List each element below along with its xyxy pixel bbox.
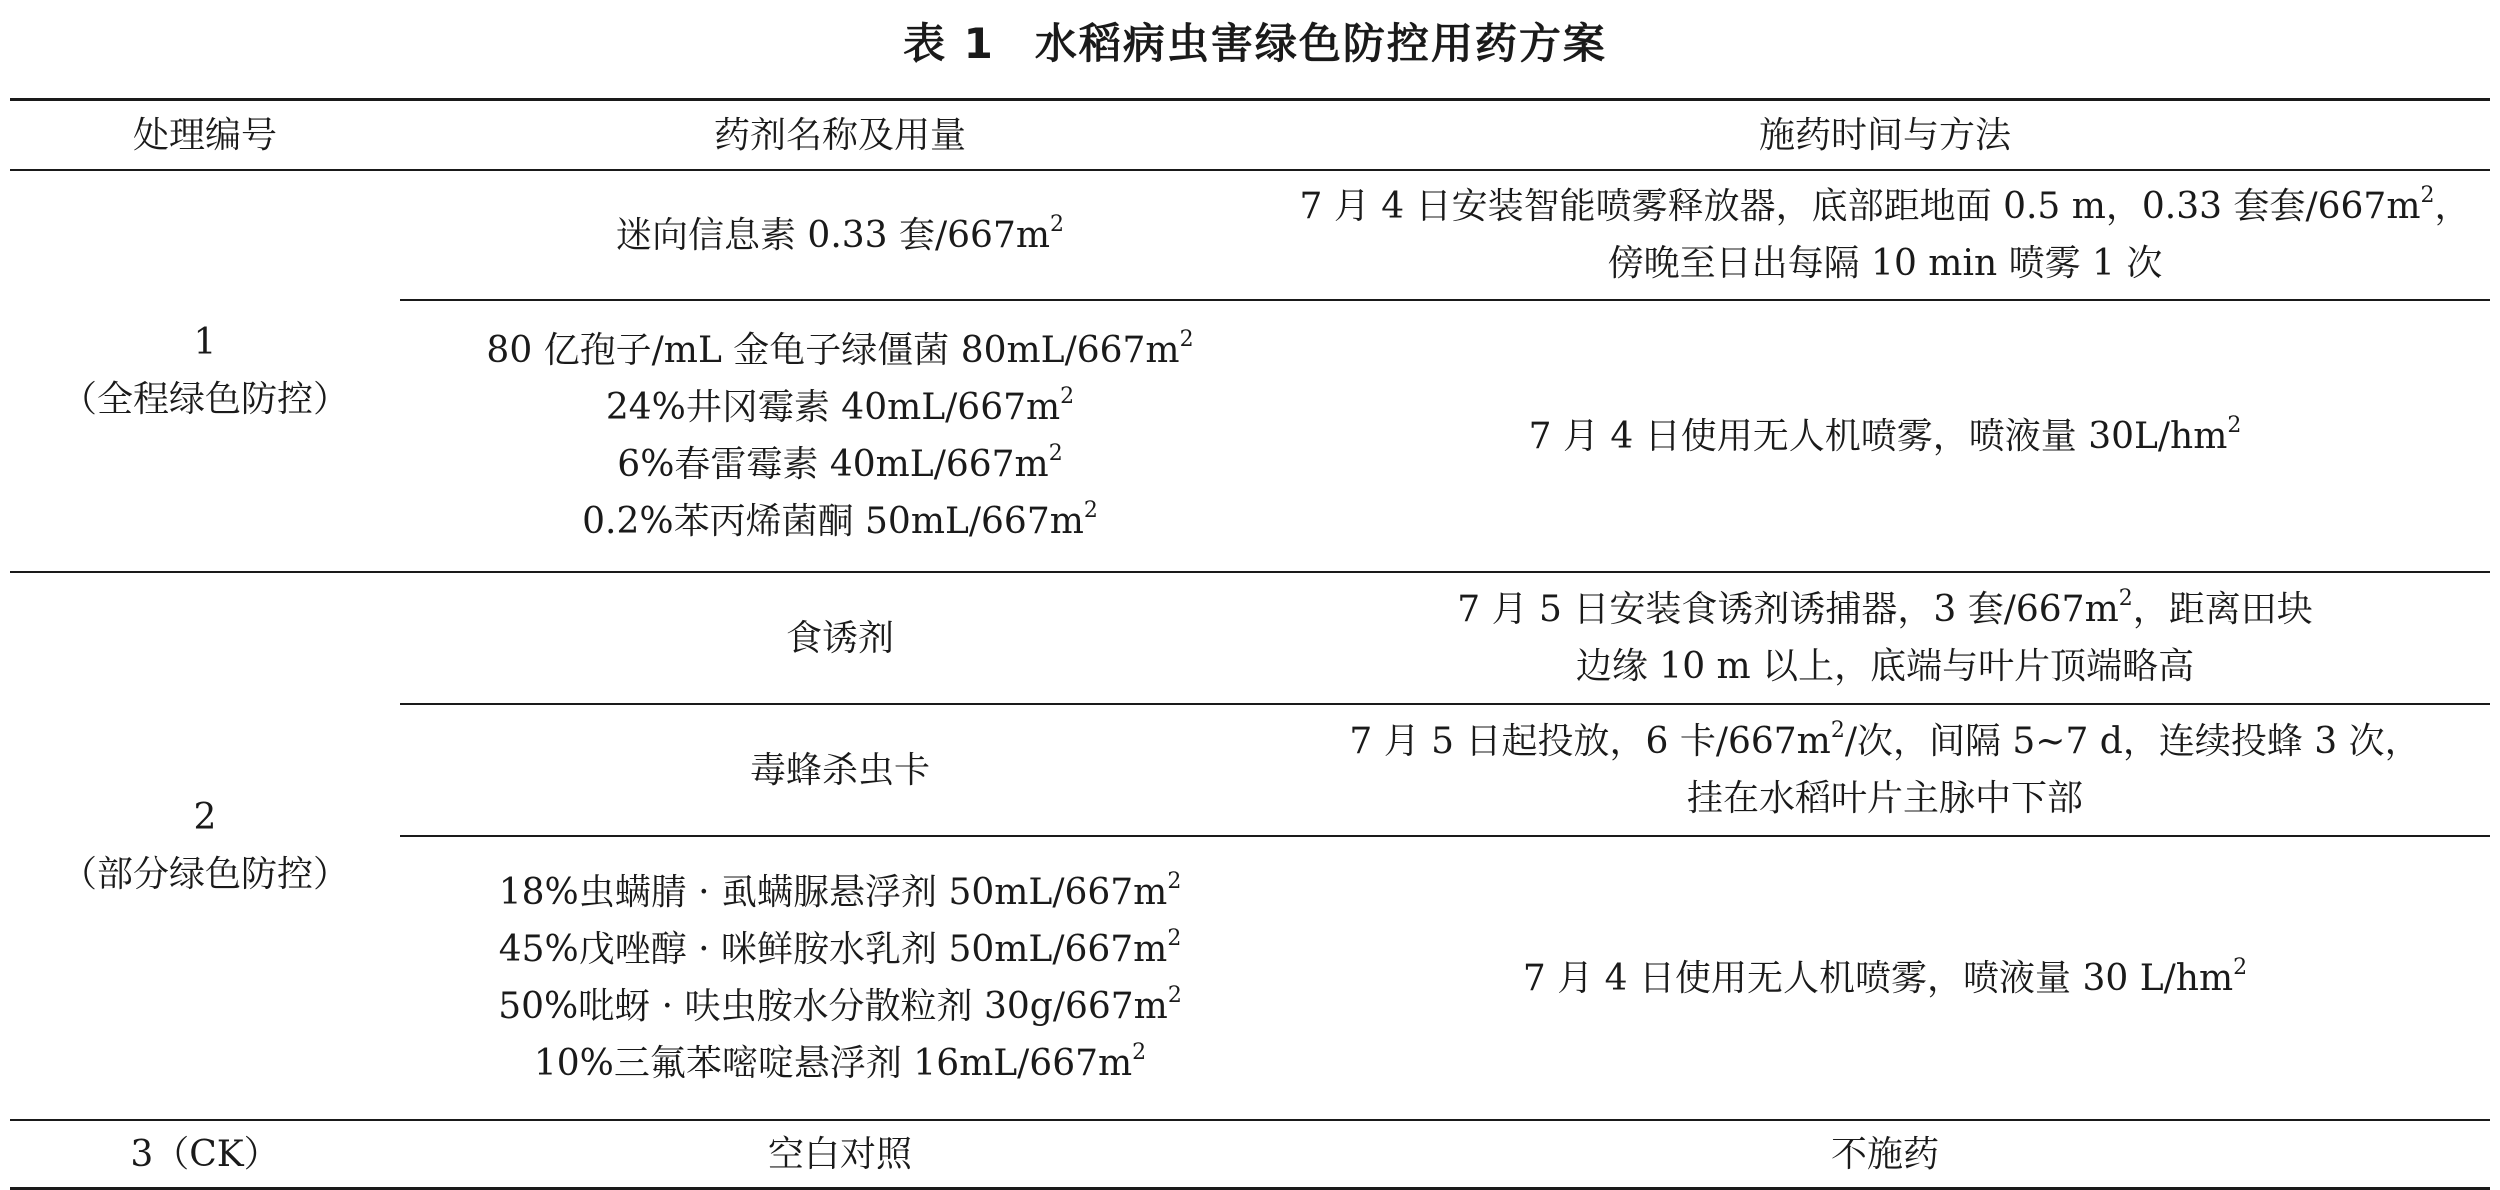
agent-line: 食诱剂	[785, 617, 894, 659]
method-line: 7 月 4 日安装智能喷雾释放器，底部距地面 0.5 m，0.33 套套$/667m^2$，	[1299, 183, 2471, 227]
header-time-method: 施药时间与方法	[1280, 100, 2490, 171]
agent-cell	[400, 836, 1280, 1120]
method-cell	[1280, 572, 2490, 704]
agent-line: 24%井冈霉素 $40mL/667m^2$	[605, 384, 1075, 428]
table-row	[10, 572, 2490, 704]
table-row	[10, 170, 2490, 300]
agent-cell	[400, 1120, 1280, 1189]
treatment-id: 1	[193, 322, 217, 363]
agent-line: 50%吡蚜 · 呋虫胺水分散粒剂 $30g/667m^2$	[498, 983, 1182, 1027]
method-line: 不施药	[1830, 1133, 1939, 1175]
agent-line: 45%戊唑醇 · 咪鲜胺水乳剂 $50mL/667m^2$	[498, 926, 1182, 970]
method-line: 7 月 4 日使用无人机喷雾，喷液量 $30L/hm^2$	[1528, 412, 2242, 457]
agent-line: 迷向信息素 0.33 套$/667m^2$	[615, 211, 1065, 256]
agent-cell	[400, 572, 1280, 704]
table-number: 表 1	[903, 19, 995, 68]
agent-line: 10%三氟苯嘧啶悬浮剂 $16mL/667m^2$	[533, 1040, 1147, 1084]
treatment-id-cell	[10, 1120, 400, 1189]
agent-line: 6%春雷霉素 $40mL/667m^2$	[617, 441, 1063, 485]
header-row	[10, 100, 2490, 171]
agent-line: 空白对照	[767, 1133, 912, 1175]
method-line: 7 月 5 日起投放，6 卡$/667m^2/$次，间隔 5~7 d，连续投蜂 3 次，	[1349, 718, 2421, 762]
method-cell	[1280, 300, 2490, 572]
agent-line: 80 亿孢子/mL 金龟子绿僵菌 $80mL/667m^2$	[486, 327, 1194, 371]
table-row	[10, 1120, 2490, 1189]
header-agent-dosage: 药剂名称及用量	[400, 100, 1280, 171]
method-cell	[1280, 1120, 2490, 1189]
treatment-id-cell	[10, 572, 400, 1120]
agent-cell	[400, 704, 1280, 836]
method-line: 傍晚至日出每隔 10 min 喷雾 1 次	[1607, 243, 2163, 284]
method-cell	[1280, 704, 2490, 836]
table-title	[0, 8, 2500, 80]
agent-line: 0.2%苯丙烯菌酮 $50mL/667m^2$	[582, 498, 1098, 542]
method-cell	[1280, 170, 2490, 300]
treatment-id: 3（CK）	[130, 1133, 280, 1175]
treatment-table	[10, 98, 2490, 1190]
treatment-name: （部分绿色防控）	[60, 854, 349, 895]
method-line: 挂在水稻叶片主脉中下部	[1686, 778, 2083, 819]
agent-line: 毒蜂杀虫卡	[749, 749, 930, 791]
method-line: 边缘 10 m 以上，底端与叶片顶端略高	[1575, 646, 2195, 687]
treatment-id-cell	[10, 170, 400, 572]
method-cell	[1280, 836, 2490, 1120]
agent-cell	[400, 170, 1280, 300]
method-line: 7 月 5 日安装食诱剂诱捕器，3 套$/667m^2$，距离田块	[1457, 586, 2313, 630]
table-caption: 水稻病虫害绿色防控用药方案	[1034, 19, 1607, 68]
header-treatment-id: 处理编号	[10, 100, 400, 171]
treatment-name: （全程绿色防控）	[60, 379, 349, 420]
agent-cell	[400, 300, 1280, 572]
agent-line: 18%虫螨腈 · 虱螨脲悬浮剂 $50mL/667m^2$	[498, 869, 1182, 913]
treatment-id: 2	[193, 797, 217, 838]
method-line: 7 月 4 日使用无人机喷雾，喷液量 30 $L/hm^2$	[1522, 954, 2248, 999]
